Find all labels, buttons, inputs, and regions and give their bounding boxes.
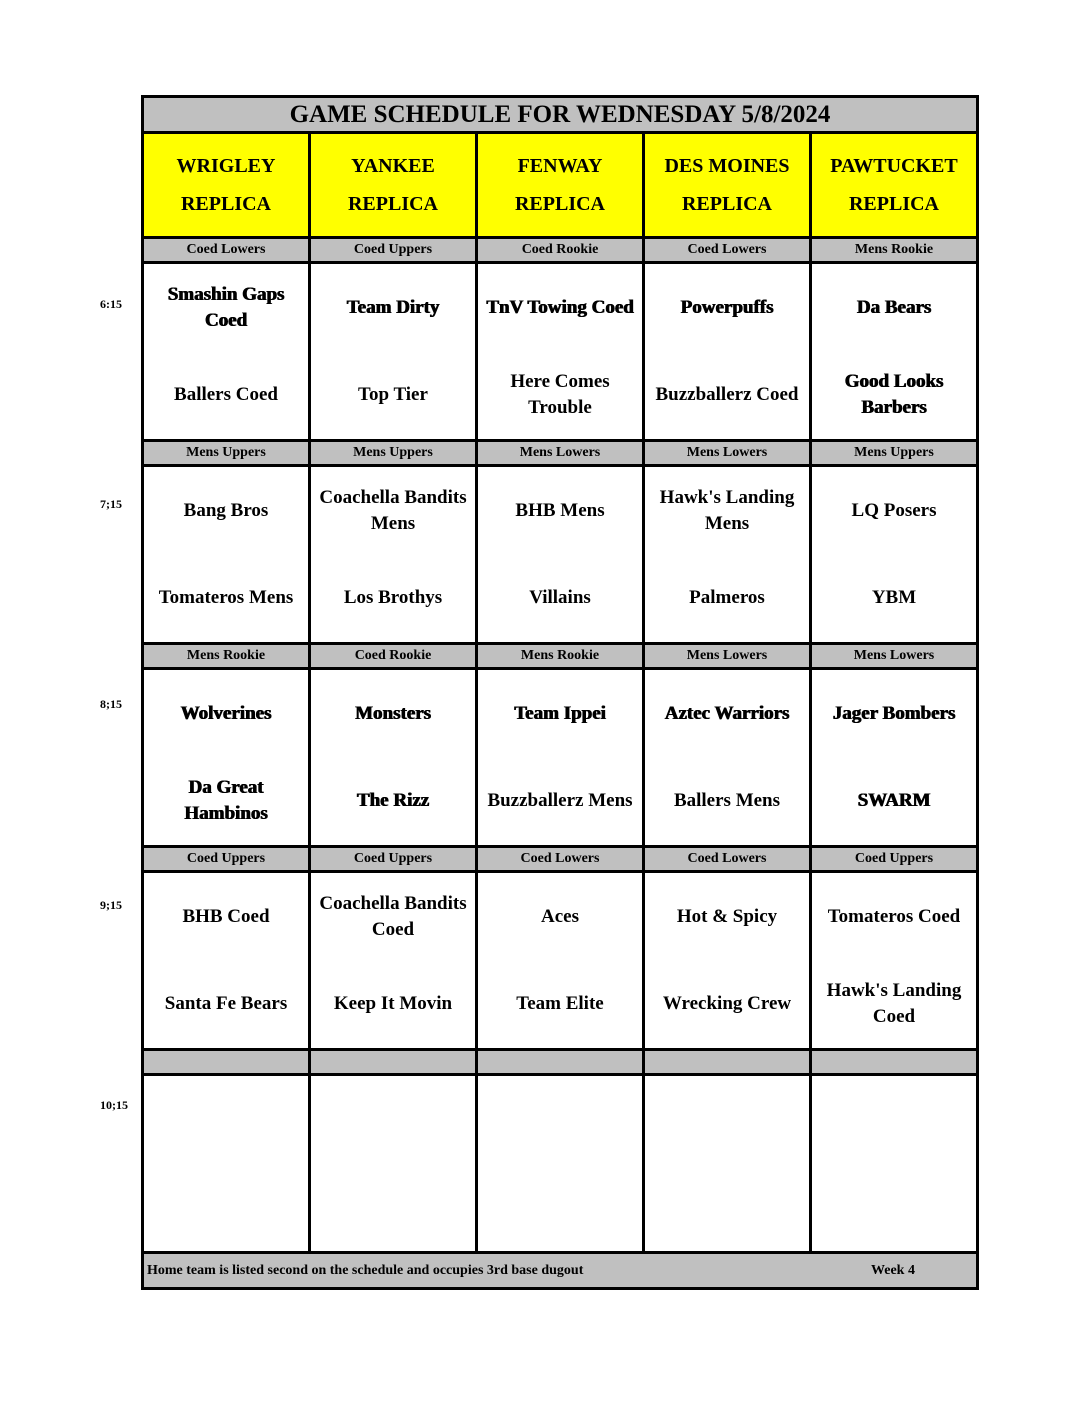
division-label: Mens Lowers: [853, 648, 935, 663]
game-cell: [812, 670, 976, 845]
field-des-moines: [645, 134, 812, 236]
field-pawtucket: [812, 134, 976, 236]
away-team: [144, 1076, 308, 1164]
away-team: [311, 1076, 475, 1164]
away-team: Hawk's Landing Mens: [659, 486, 795, 534]
away-team: Tomateros Coed: [827, 905, 961, 927]
home-team: Buzzballerz Coed: [655, 384, 799, 406]
field-subtitle: REPLICA: [848, 193, 939, 215]
game-cell: [478, 264, 645, 439]
game-cell: [311, 1076, 478, 1251]
home-team: [812, 1164, 976, 1252]
game-row-6-15: [144, 264, 976, 442]
home-team: Good Looks Barbers: [844, 371, 944, 419]
game-cell: [645, 873, 812, 1048]
field-header-row: [144, 134, 976, 239]
away-team: LQ Posers: [851, 499, 937, 521]
field-subtitle: REPLICA: [681, 193, 772, 215]
away-team: Team Ippei: [514, 702, 606, 724]
field-subtitle: REPLICA: [180, 193, 271, 215]
division-row-8-15: [144, 645, 976, 670]
away-team: Team Dirty: [346, 296, 440, 318]
division-label: Coed Lowers: [645, 848, 812, 870]
division-label: Mens Rookie: [854, 242, 934, 257]
game-cell: [478, 1076, 645, 1251]
game-cell: [812, 264, 976, 439]
away-team: Wolverines: [180, 702, 272, 724]
away-team: Bang Bros: [183, 499, 269, 521]
game-cell: [144, 1076, 311, 1251]
division-label: Mens Rookie: [144, 645, 311, 667]
division-row-7-15: [144, 442, 976, 467]
game-cell: [478, 670, 645, 845]
division-label: Coed Uppers: [144, 848, 311, 870]
home-team: Team Elite: [516, 993, 604, 1015]
game-row-8-15: [144, 670, 976, 848]
division-label: [812, 1051, 976, 1073]
division-label: Mens Lowers: [645, 645, 812, 667]
home-team: SWARM: [857, 790, 931, 812]
game-cell: [144, 467, 311, 642]
division-label: Coed Uppers: [854, 851, 934, 866]
home-team: Villains: [529, 587, 591, 609]
away-team: BHB Mens: [515, 499, 605, 521]
game-cell: [645, 670, 812, 845]
home-team: YBM: [871, 587, 917, 609]
away-team: [812, 1076, 976, 1164]
division-label: Coed Uppers: [311, 848, 478, 870]
away-team: Hot & Spicy: [676, 905, 778, 927]
away-team: BHB Coed: [182, 905, 270, 927]
away-team: Coachella Bandits Coed: [319, 892, 467, 940]
game-cell: [645, 264, 812, 439]
home-team: Hawk's Landing Coed: [826, 980, 962, 1028]
division-row-10-15: [144, 1051, 976, 1076]
game-cell: [478, 467, 645, 642]
field-name: DES MOINES: [664, 155, 790, 177]
home-team: Ballers Coed: [174, 384, 278, 406]
field-wrigley: [144, 134, 311, 236]
time-label-6-15: 6:15: [100, 297, 122, 311]
game-row-10-15: [144, 1076, 976, 1254]
home-team: Santa Fe Bears: [164, 993, 288, 1015]
game-cell: [812, 873, 976, 1048]
division-label: [645, 1051, 812, 1073]
game-cell: [311, 264, 478, 439]
game-cell: [144, 670, 311, 845]
field-yankee: [311, 134, 478, 236]
week-label: Week 4: [871, 1262, 915, 1278]
division-label: [311, 1051, 478, 1073]
field-name: PAWTUCKET: [830, 155, 958, 177]
game-cell: [311, 873, 478, 1048]
field-subtitle: REPLICA: [514, 193, 605, 215]
field-subtitle: REPLICA: [347, 193, 438, 215]
game-cell: [311, 670, 478, 845]
game-cell: [812, 467, 976, 642]
away-team: [478, 1076, 642, 1164]
away-team: Aces: [541, 905, 579, 927]
division-label: [144, 1051, 311, 1073]
home-team: [478, 1164, 642, 1252]
schedule-sheet: [141, 95, 979, 1290]
division-label: Mens Lowers: [478, 442, 645, 464]
away-team: Aztec Warriors: [664, 702, 790, 724]
game-cell: [144, 264, 311, 439]
time-label-10-15: 10;15: [100, 1098, 128, 1112]
away-team: Coachella Bandits Mens: [319, 486, 467, 534]
home-team: The Rizz: [356, 790, 430, 812]
away-team: [645, 1076, 809, 1164]
division-label: Coed Lowers: [478, 848, 645, 870]
time-label-8-15: 8;15: [100, 697, 122, 711]
division-label: Coed Uppers: [311, 239, 478, 261]
home-team-note: Home team is listed second on the schedule and occupies 3rd base dugout: [147, 1262, 584, 1278]
away-team: Jager Bombers: [832, 702, 956, 724]
field-name: WRIGLEY: [176, 155, 276, 177]
away-team: Smashin Gaps Coed: [167, 283, 285, 331]
away-team: TnV Towing Coed: [486, 296, 634, 318]
home-team: [144, 1164, 308, 1252]
division-label: Mens Rookie: [478, 645, 645, 667]
home-team: Tomateros Mens: [158, 587, 294, 609]
game-cell: [144, 873, 311, 1048]
home-team: [311, 1164, 475, 1252]
division-label: Mens Lowers: [645, 442, 812, 464]
game-cell: [645, 1076, 812, 1251]
division-label: Coed Rookie: [311, 645, 478, 667]
division-label: Mens Uppers: [144, 442, 311, 464]
division-label: Mens Uppers: [311, 442, 478, 464]
home-team: Los Brothys: [343, 587, 443, 609]
time-label-7-15: 7;15: [100, 497, 122, 511]
division-label: Coed Lowers: [144, 239, 311, 261]
away-team: Monsters: [355, 702, 431, 724]
away-team: Da Bears: [856, 296, 932, 318]
field-name: FENWAY: [517, 155, 603, 177]
home-team: Da Great Hambinos: [184, 777, 268, 825]
home-team: Here Comes Trouble: [510, 371, 610, 419]
game-cell: [812, 1076, 976, 1251]
home-team: Palmeros: [689, 587, 765, 609]
division-label: Mens Uppers: [854, 445, 934, 460]
game-row-7-15: [144, 467, 976, 645]
home-team: Top Tier: [358, 384, 428, 406]
schedule-table: [141, 95, 979, 1290]
schedule-footer: [144, 1254, 976, 1287]
home-team: [645, 1164, 809, 1252]
home-team: Wrecking Crew: [662, 993, 792, 1015]
division-row-9-15: [144, 848, 976, 873]
game-row-9-15: [144, 873, 976, 1051]
game-cell: [478, 873, 645, 1048]
field-fenway: [478, 134, 645, 236]
home-team: Buzzballerz Mens: [487, 790, 633, 812]
game-cell: [311, 467, 478, 642]
time-label-9-15: 9;15: [100, 898, 122, 912]
schedule-title: GAME SCHEDULE FOR WEDNESDAY 5/8/2024: [144, 98, 976, 134]
home-team: Ballers Mens: [673, 790, 781, 812]
field-name: YANKEE: [351, 155, 435, 177]
division-label: Coed Lowers: [645, 239, 812, 261]
game-cell: [645, 467, 812, 642]
away-team: Powerpuffs: [680, 296, 774, 318]
division-row-6-15: [144, 239, 976, 264]
home-team: Keep It Movin: [333, 993, 453, 1015]
division-label: [478, 1051, 645, 1073]
division-label: Coed Rookie: [478, 239, 645, 261]
